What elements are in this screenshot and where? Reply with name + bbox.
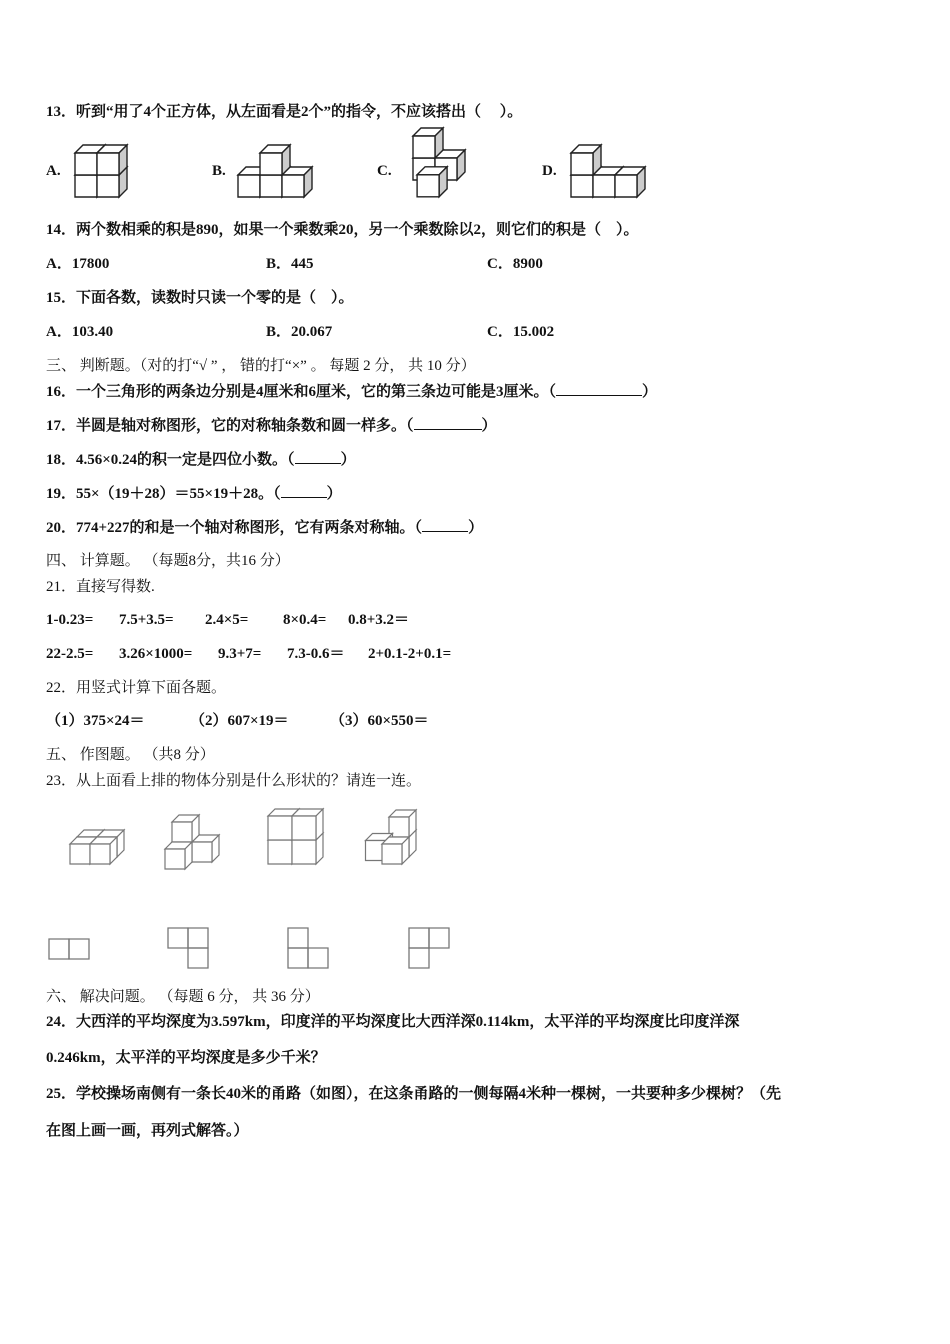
question-17-text: 17．半圆是轴对称图形，它的对称轴条数和圆一样多。（	[46, 418, 414, 434]
top-view-3	[288, 928, 328, 968]
option-13c: C.	[377, 163, 392, 179]
calc-item: 7.3-0.6＝	[287, 646, 345, 662]
question-24-line1: 24．大西洋的平均深度为3.597km，印度洋的平均深度比大西洋深0.114km，太平洋的平均深度比印度洋深	[46, 1014, 740, 1030]
option-15c: C．15.002	[487, 324, 555, 340]
section-6-heading: 六、 解决问题。 （每题 6 分， 共 36 分）	[46, 989, 320, 1005]
question-20-text: 20．774+227的和是一个轴对称图形，它有两条对称轴。（	[46, 520, 423, 536]
top-view-2	[168, 928, 208, 968]
option-13b: B.	[212, 163, 226, 179]
question-23: 23．从上面看上排的物体分别是什么形状的？请连一连。	[46, 773, 422, 789]
paren-close: ）	[326, 486, 342, 502]
option-13d: D.	[542, 163, 557, 179]
top-view-4	[409, 928, 449, 968]
calc-item: 8×0.4=	[283, 612, 327, 628]
paren-close: ）	[340, 452, 356, 468]
option-14c: C．8900	[487, 256, 543, 272]
cube-figure-b	[238, 145, 312, 197]
section-5-heading: 五、 作图题。 （共8 分）	[46, 747, 215, 763]
calc-item: 9.3+7=	[218, 646, 262, 662]
top-row-shape-1	[70, 830, 124, 864]
calc-item: 2+0.1-2+0.1=	[368, 646, 452, 662]
option-14b: B．445	[266, 256, 314, 272]
option-15a: A．103.40	[46, 324, 114, 340]
question-25-line2: 在图上画一画，再列式解答。）	[46, 1123, 249, 1139]
question-22: 22．用竖式计算下面各题。	[46, 680, 227, 696]
calc-item: 2.4×5=	[205, 612, 249, 628]
top-row-shape-2	[165, 815, 219, 869]
calc-item: 3.26×1000=	[119, 646, 193, 662]
question-19-text: 19．55×（19＋28）＝55×19＋28。（	[46, 486, 281, 502]
cube-figure-a	[75, 145, 127, 197]
option-13a: A.	[46, 163, 61, 179]
question-16-text: 16．一个三角形的两条边分别是4厘米和6厘米，它的第三条边可能是3厘米。（	[46, 384, 557, 400]
top-row-shape-3	[268, 809, 323, 864]
vertical-calc-item: （1）375×24＝	[46, 713, 145, 729]
question-24-line2: 0.246km，太平洋的平均深度是多少千米？	[46, 1050, 326, 1066]
paren-close: ）	[468, 520, 484, 536]
top-view-1	[49, 939, 89, 959]
calc-item: 7.5+3.5=	[119, 612, 174, 628]
question-25-line1: 25．学校操场南侧有一条长40米的甬路（如图），在这条甬路的一侧每隔4米种一棵树，一共要种多少棵树？（先	[46, 1086, 782, 1102]
cube-figure-c	[413, 128, 465, 197]
question-13: 13．听到“用了4个正方体，从左面看是2个”的指令，不应该搭出（ ）。	[46, 104, 523, 120]
vertical-calc-item: （2）607×19＝	[190, 713, 289, 729]
paren-close: ）	[481, 418, 497, 434]
question-15: 15．下面各数，读数时只读一个零的是（ ）。	[46, 290, 354, 306]
calc-item: 0.8+3.2＝	[348, 612, 410, 628]
paren-close: ）	[642, 384, 658, 400]
top-row-shape-4	[366, 810, 417, 864]
calc-item: 22-2.5=	[46, 646, 94, 662]
cube-figure-d	[571, 145, 645, 197]
calc-item: 1-0.23=	[46, 612, 94, 628]
vertical-calc-item: （3）60×550＝	[330, 713, 429, 729]
question-21: 21．直接写得数.	[46, 579, 155, 595]
section-4-heading: 四、 计算题。 （每题8分，共16 分）	[46, 553, 290, 569]
question-14: 14．两个数相乘的积是890，如果一个乘数乘20，另一个乘数除以2，则它们的积是（ ）。	[46, 222, 639, 238]
section-3-heading: 三、 判断题。（对的打“√ ” ， 错的打“×” 。 每题 2 分， 共 10 分）	[46, 358, 476, 374]
question-18-text: 18．4.56×0.24的积一定是四位小数。（	[46, 452, 295, 468]
option-14a: A．17800	[46, 256, 110, 272]
option-15b: B．20.067	[266, 324, 333, 340]
